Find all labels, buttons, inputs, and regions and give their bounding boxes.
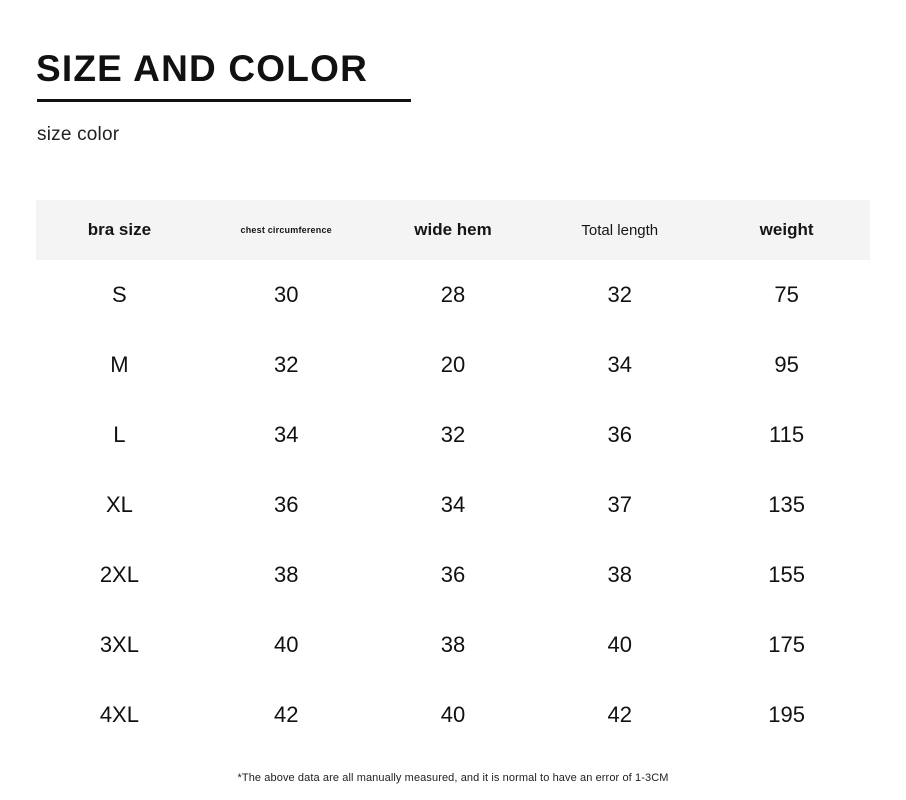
cell-length: 40 <box>607 632 633 657</box>
page-subtitle: size color <box>37 124 120 145</box>
cell-length: 36 <box>607 422 633 447</box>
cell-length: 34 <box>607 352 633 377</box>
size-table <box>36 200 870 750</box>
title-underline <box>37 99 411 102</box>
cell-size: 3XL <box>99 632 139 657</box>
cell-weight: 175 <box>768 632 805 657</box>
cell-weight: 95 <box>774 352 799 377</box>
cell-hem: 28 <box>440 282 466 307</box>
table-header <box>36 200 870 260</box>
cell-weight: 75 <box>774 282 799 307</box>
cell-length: 32 <box>607 282 633 307</box>
cell-size: XL <box>105 492 133 517</box>
cell-chest: 36 <box>273 492 299 517</box>
table-row <box>36 470 870 540</box>
cell-length: 42 <box>607 702 633 727</box>
cell-hem: 36 <box>440 562 466 587</box>
cell-chest: 32 <box>273 352 299 377</box>
cell-chest: 38 <box>273 562 299 587</box>
table-row <box>36 680 870 750</box>
cell-chest: 30 <box>273 282 299 307</box>
cell-hem: 34 <box>440 492 466 517</box>
cell-size: L <box>113 422 126 447</box>
cell-weight: 135 <box>768 492 805 517</box>
cell-chest: 42 <box>273 702 299 727</box>
cell-weight: 195 <box>768 702 805 727</box>
column-header-total-length: Total length <box>581 221 659 239</box>
column-header-chest-circumference: chest circumference <box>240 225 332 235</box>
table-row <box>36 330 870 400</box>
cell-length: 37 <box>607 492 633 517</box>
column-header-weight: weight <box>759 220 814 239</box>
size-table-wrapper <box>36 200 870 750</box>
page-title: SIZE AND COLOR <box>36 48 368 89</box>
title-block <box>36 0 870 146</box>
cell-hem: 40 <box>440 702 466 727</box>
table-header-row <box>36 200 870 260</box>
table-body <box>36 260 870 750</box>
cell-size: M <box>110 352 129 377</box>
column-header-bra-size: bra size <box>87 220 152 239</box>
cell-size: S <box>112 282 127 307</box>
cell-size: 2XL <box>99 562 139 587</box>
cell-hem: 32 <box>440 422 466 447</box>
table-row <box>36 540 870 610</box>
measurement-footnote: *The above data are all manually measured, and it is normal to have an error of 1-3CM <box>237 772 669 784</box>
cell-size: 4XL <box>99 702 139 727</box>
table-row <box>36 260 870 330</box>
column-header-wide-hem: wide hem <box>414 220 492 239</box>
cell-chest: 40 <box>273 632 299 657</box>
cell-hem: 38 <box>440 632 466 657</box>
table-row <box>36 400 870 470</box>
cell-hem: 20 <box>440 352 466 377</box>
cell-length: 38 <box>607 562 633 587</box>
table-row <box>36 610 870 680</box>
cell-weight: 115 <box>769 422 805 447</box>
cell-chest: 34 <box>273 422 299 447</box>
cell-weight: 155 <box>768 562 805 587</box>
